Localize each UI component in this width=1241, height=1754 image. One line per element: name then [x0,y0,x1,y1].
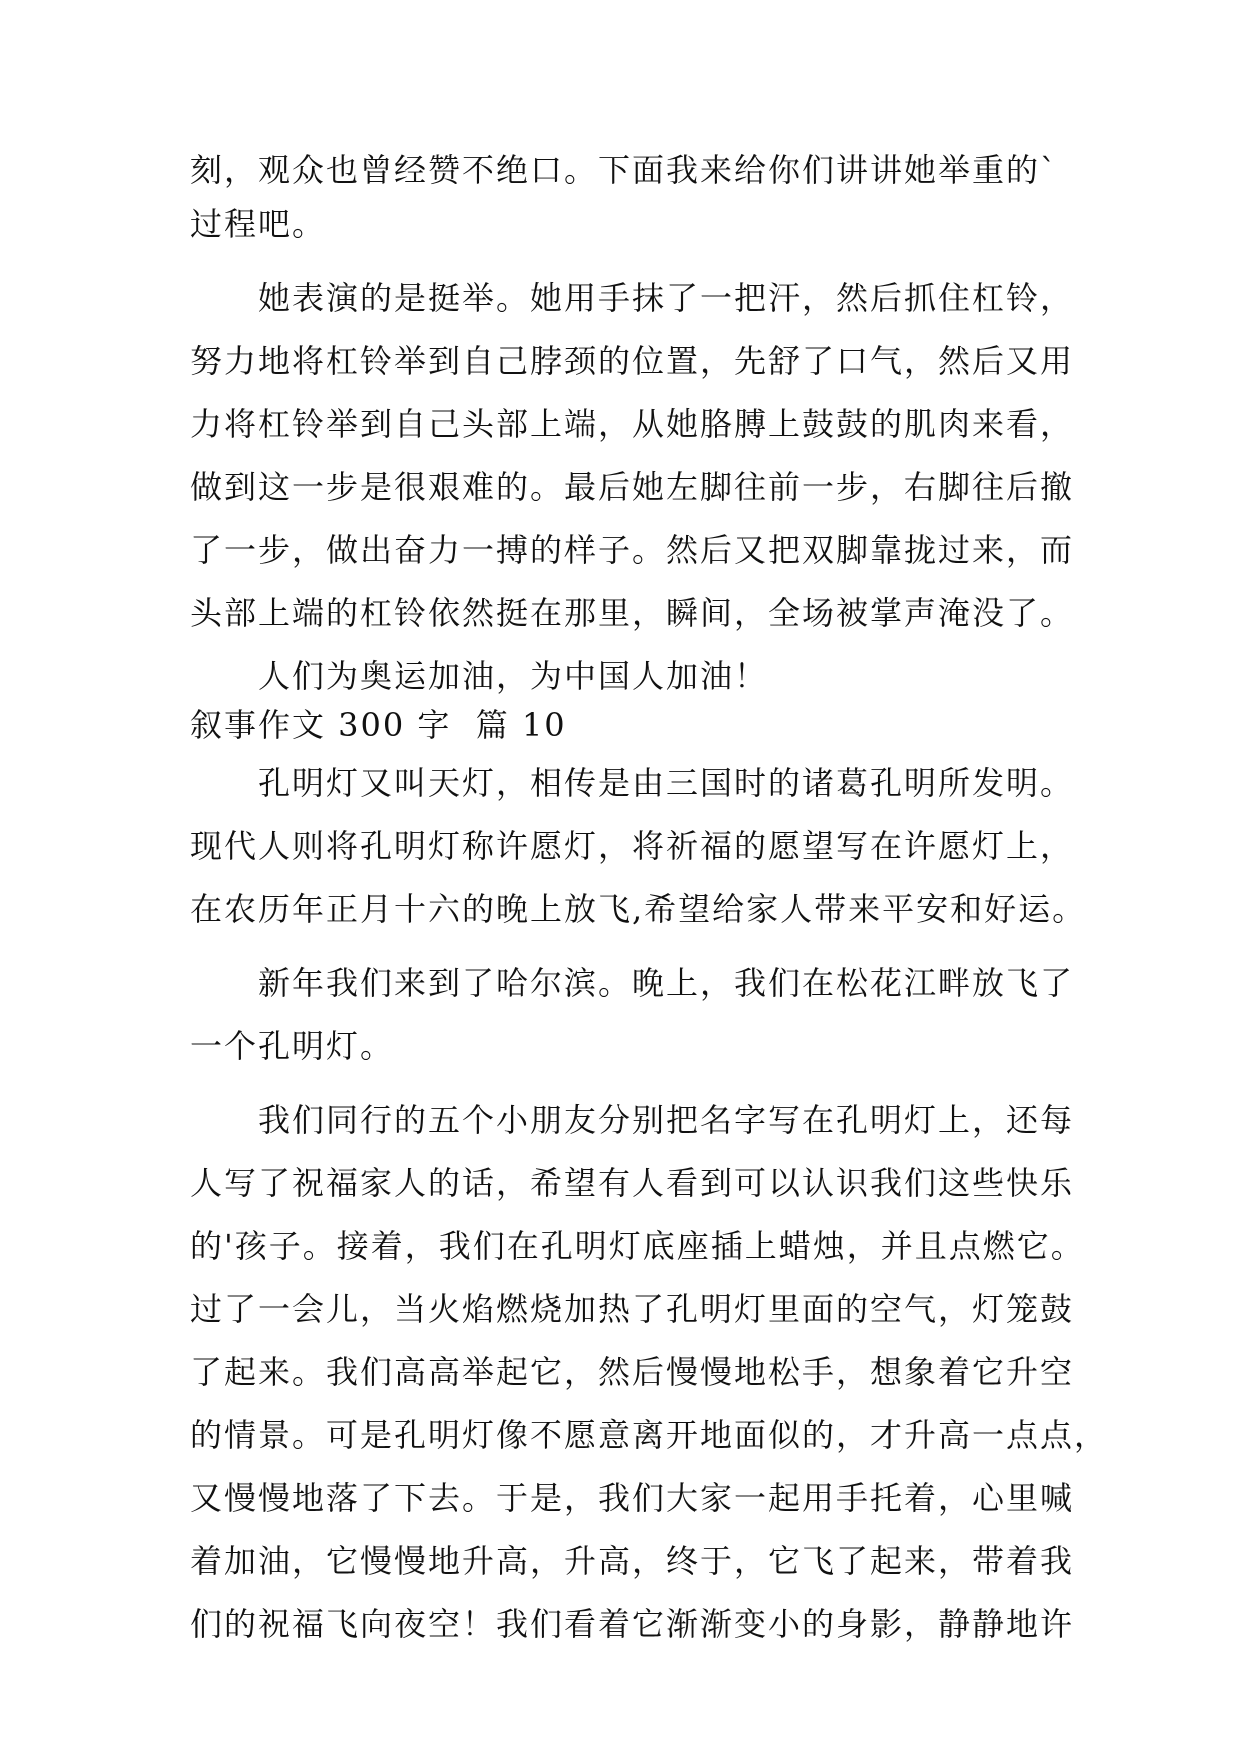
text-line: 人们为奥运加油，为中国人加油！ [190,657,769,695]
text-line: 力将杠铃举到自己头部上端，从她胳膊上鼓鼓的肌肉来看， [190,405,1075,443]
text-line: 的'孩子。接着，我们在孔明灯底座插上蜡烛，并且点燃它。 [190,1227,1085,1265]
text-line: 在农历年正月十六的晚上放飞,希望给家人带来平安和好运。 [190,890,1087,928]
text-line: 做到这一步是很艰难的。最后她左脚往前一步，右脚往后撤 [190,468,1075,506]
text-line: 她表演的是挺举。她用手抹了一把汗，然后抓住杠铃， [190,279,1075,317]
text-line: 了起来。我们高高举起它，然后慢慢地松手，想象着它升空 [190,1353,1075,1391]
text-line: 我们同行的五个小朋友分别把名字写在孔明灯上，还每 [190,1101,1075,1139]
section-heading: 叙事作文 300 字 篇 10 [190,706,567,744]
text-line: 的情景。可是孔明灯像不愿意离开地面似的，才升高一点点， [190,1416,1109,1454]
text-line: 现代人则将孔明灯称许愿灯，将祈福的愿望写在许愿灯上， [190,827,1075,865]
text-line: 新年我们来到了哈尔滨。晚上，我们在松花江畔放飞了 [190,964,1075,1002]
text-line: 着加油，它慢慢地升高，升高，终于，它飞了起来，带着我 [190,1542,1075,1580]
text-line: 了一步，做出奋力一搏的样子。然后又把双脚靠拢过来，而 [190,531,1075,569]
text-line: 刻，观众也曾经赞不绝口。下面我来给你们讲讲她举重的` [190,151,1059,189]
text-line: 头部上端的杠铃依然挺在那里，瞬间，全场被掌声淹没了。 [190,594,1075,632]
text-line: 过程吧。 [190,205,327,243]
text-line: 人写了祝福家人的话，希望有人看到可以认识我们这些快乐 [190,1164,1075,1202]
text-line: 又慢慢地落了下去。于是，我们大家一起用手托着，心里喊 [190,1479,1075,1517]
text-line: 过了一会儿，当火焰燃烧加热了孔明灯里面的空气，灯笼鼓 [190,1290,1075,1328]
text-line: 们的祝福飞向夜空！我们看着它渐渐变小的身影，静静地许 [190,1605,1075,1643]
text-line: 孔明灯又叫天灯，相传是由三国时的诸葛孔明所发明。 [190,764,1075,802]
text-line: 努力地将杠铃举到自己脖颈的位置，先舒了口气，然后又用 [190,342,1075,380]
text-line: 一个孔明灯。 [190,1027,395,1065]
